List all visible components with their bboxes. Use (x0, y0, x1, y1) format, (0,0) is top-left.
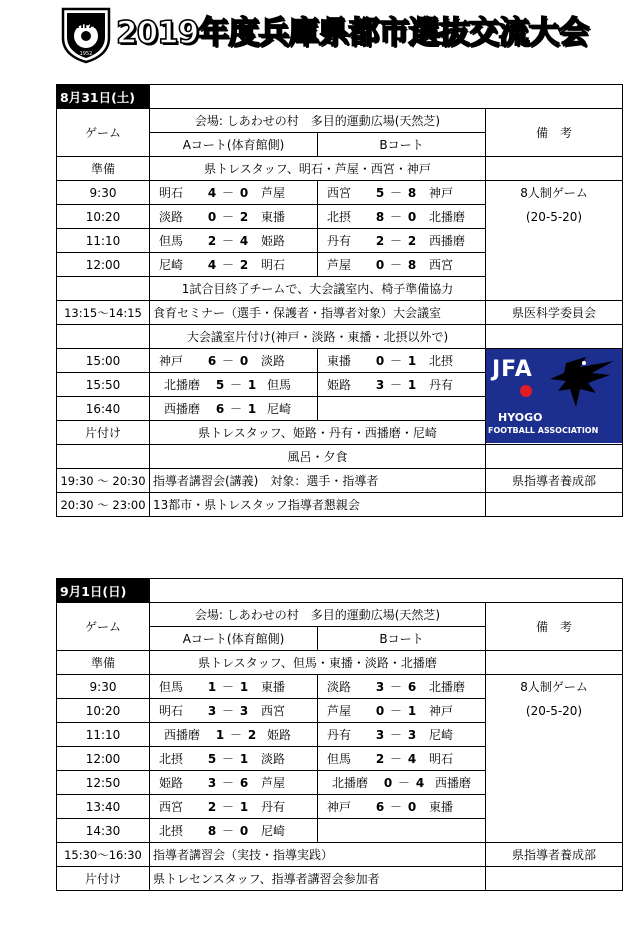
team-home: 姫路 (327, 378, 352, 392)
score-dash: － (221, 704, 234, 718)
team-away: 北播磨 (429, 210, 466, 224)
tidy-text: 県トレスタッフ、姫路・丹有・西播磨・尼崎 (150, 421, 486, 445)
tidy-label: 片付け (57, 867, 150, 891)
score-home: 8 (207, 823, 217, 838)
score-away: 0 (407, 209, 417, 224)
score-away: 0 (239, 185, 249, 200)
court-b-game (318, 771, 486, 795)
score-away: 4 (239, 233, 249, 248)
score-away: 8 (407, 185, 417, 200)
remarks-header: 備 考 (486, 109, 623, 157)
court-a-game (150, 795, 318, 819)
team-away: 丹有 (261, 800, 286, 814)
hfa-emblem-icon (60, 6, 112, 64)
team-home: 北摂 (327, 210, 352, 224)
remark: 8人制ゲーム (486, 181, 623, 205)
score-dash: － (389, 680, 402, 694)
game-time: 12:00 (57, 747, 150, 771)
game-header: ゲーム (57, 109, 150, 157)
score-home: 5 (215, 377, 225, 392)
game-time: 15:50 (57, 373, 150, 397)
team-home: 芦屋 (327, 258, 352, 272)
team-home: 北摂 (159, 752, 184, 766)
score-away: 6 (407, 679, 417, 694)
team-home: 神戸 (327, 800, 352, 814)
score-home: 0 (375, 703, 385, 718)
score-dash: － (221, 234, 234, 248)
score-home: 5 (207, 751, 217, 766)
score-home: 2 (207, 799, 217, 814)
game-row (57, 253, 623, 277)
score-home: 6 (215, 401, 225, 416)
court-b-game (318, 253, 486, 277)
score-dash: － (221, 800, 234, 814)
score-away: 1 (247, 377, 257, 392)
team-home: 但馬 (159, 234, 184, 248)
team-away: 尼崎 (267, 402, 292, 416)
team-away: 淡路 (261, 354, 286, 368)
court-b-header: Bコート (318, 133, 486, 157)
score-away: 0 (239, 823, 249, 838)
game-time: 9:30 (57, 181, 150, 205)
court-b-header: Bコート (318, 627, 486, 651)
team-home: 西宮 (327, 186, 352, 200)
game-row (57, 819, 623, 843)
team-away: 東播 (429, 800, 454, 814)
score-away: 0 (239, 353, 249, 368)
score-dash: － (221, 752, 234, 766)
score-away: 2 (239, 257, 249, 272)
score-dash: － (389, 186, 402, 200)
prep-text: 県トレスタッフ、但馬・東播・淡路・北播磨 (150, 651, 486, 675)
bath-text: 風呂・夕食 (150, 445, 486, 469)
score-away: 1 (247, 401, 257, 416)
court-b-game (318, 181, 486, 205)
remark: 8人制ゲーム (486, 675, 623, 699)
court-a-game (150, 229, 318, 253)
team-home: 明石 (159, 704, 184, 718)
score-home: 1 (207, 679, 217, 694)
tidy-text: 県トレセンスタッフ、指導者講習会参加者 (150, 867, 486, 891)
schedule-table-day2 (56, 578, 623, 891)
team-home: 淡路 (159, 210, 184, 224)
court-a-game (150, 675, 318, 699)
team-away: 神戸 (429, 704, 454, 718)
team-home: 姫路 (159, 776, 184, 790)
team-home: 丹有 (327, 234, 352, 248)
court-a-game (150, 181, 318, 205)
page-header (0, 0, 640, 68)
score-dash: － (389, 234, 402, 248)
score-away: 3 (239, 703, 249, 718)
score-away: 3 (407, 727, 417, 742)
score-home: 3 (375, 727, 385, 742)
game-time: 16:40 (57, 397, 150, 421)
team-away: 北摂 (429, 354, 454, 368)
court-a-game (150, 253, 318, 277)
schedule-table-day1 (56, 84, 623, 517)
team-away: 西播磨 (435, 776, 472, 790)
score-dash: － (397, 776, 410, 790)
court-a-game (150, 397, 318, 421)
court-b-game (318, 747, 486, 771)
score-dash: － (389, 210, 402, 224)
game-row (57, 349, 623, 373)
score-away: 6 (239, 775, 249, 790)
game-time: 10:20 (57, 205, 150, 229)
score-home: 3 (207, 775, 217, 790)
lecture-time: 15:30〜16:30 (57, 843, 150, 867)
score-dash: － (389, 354, 402, 368)
jfa-assoc-text: FOOTBALL ASSOCIATION (488, 426, 599, 435)
game-time: 12:50 (57, 771, 150, 795)
court-b-game (318, 349, 486, 373)
court-a-game (150, 747, 318, 771)
team-home: 北播磨 (163, 378, 200, 392)
team-away: 芦屋 (261, 776, 286, 790)
jfa-hyogo-text: HYOGO (498, 411, 543, 424)
score-dash: － (389, 752, 402, 766)
court-b-game (318, 229, 486, 253)
team-home: 神戸 (159, 354, 184, 368)
score-away: 4 (407, 751, 417, 766)
game-row (57, 723, 623, 747)
court-a-game (150, 699, 318, 723)
score-away: 0 (407, 799, 417, 814)
lecture-text: 指導者講習会（実技・指導実践） (150, 843, 486, 867)
game-row (57, 229, 623, 253)
date-label: 8月31日(土) (57, 85, 150, 109)
logo-year: 1952 (79, 51, 93, 57)
score-dash: － (221, 258, 234, 272)
score-dash: － (221, 210, 234, 224)
jfa-logo-text: JFA (492, 357, 533, 382)
team-away: 丹有 (429, 378, 454, 392)
logo-text: HFA (76, 21, 96, 31)
score-home: 2 (375, 751, 385, 766)
team-home: 北播磨 (331, 776, 368, 790)
score-home: 5 (375, 185, 385, 200)
lecture-remark: 県指導者養成部 (486, 843, 623, 867)
court-b-game (318, 675, 486, 699)
team-home: 芦屋 (327, 704, 352, 718)
team-away: 淡路 (261, 752, 286, 766)
team-away: 明石 (261, 258, 286, 272)
date-row (57, 579, 623, 603)
team-away: 尼崎 (261, 824, 286, 838)
team-away: 西宮 (261, 704, 286, 718)
game-time: 10:20 (57, 699, 150, 723)
score-away: 2 (247, 727, 257, 742)
party-time: 20:30 〜 23:00 (57, 493, 150, 517)
score-away: 2 (239, 209, 249, 224)
score-dash: － (221, 680, 234, 694)
court-a-header: Aコート(体育館側) (150, 133, 318, 157)
seminar-text: 食育セミナー（選手・保護者・指導者対象）大会議室 (150, 301, 486, 325)
game-time: 12:00 (57, 253, 150, 277)
score-home: 4 (207, 185, 217, 200)
court-b-game (318, 723, 486, 747)
team-home: 尼崎 (159, 258, 184, 272)
team-home: 西播磨 (163, 402, 200, 416)
score-dash: － (221, 186, 234, 200)
court-b-game (318, 819, 486, 843)
score-away: 1 (407, 703, 417, 718)
game-row (57, 675, 623, 699)
venue-header: 会場: しあわせの村 多目的運動広場(天然芝) (150, 603, 486, 627)
score-home: 6 (375, 799, 385, 814)
prep-text: 県トレスタッフ、明石・芦屋・西宮・神戸 (150, 157, 486, 181)
team-home: 丹有 (327, 728, 352, 742)
team-home: 淡路 (327, 680, 352, 694)
prep-label: 準備 (57, 651, 150, 675)
score-home: 0 (375, 257, 385, 272)
game-row (57, 795, 623, 819)
score-home: 8 (375, 209, 385, 224)
game-row (57, 205, 623, 229)
score-home: 0 (383, 775, 393, 790)
team-home: 但馬 (327, 752, 352, 766)
court-b-game (318, 795, 486, 819)
score-home: 0 (207, 209, 217, 224)
jfa-logo-cell (486, 349, 623, 445)
court-a-game (150, 819, 318, 843)
game-time: 13:40 (57, 795, 150, 819)
score-away: 1 (407, 353, 417, 368)
game-time: 11:10 (57, 229, 150, 253)
team-home: 明石 (159, 186, 184, 200)
game-header: ゲーム (57, 603, 150, 651)
court-b-game (318, 397, 486, 421)
team-home: 北摂 (159, 824, 184, 838)
score-home: 3 (207, 703, 217, 718)
team-home: 東播 (327, 354, 352, 368)
ball-icon (520, 385, 532, 397)
team-away: 東播 (261, 680, 286, 694)
seminar-time: 13:15〜14:15 (57, 301, 150, 325)
score-dash: － (221, 776, 234, 790)
team-away: 芦屋 (261, 186, 286, 200)
team-away: 明石 (429, 752, 454, 766)
score-dash: － (389, 704, 402, 718)
lecture-text: 指導者講習会(講義) 対象：選手・指導者 (150, 469, 486, 493)
date-label: 9月1日(日) (57, 579, 150, 603)
team-home: 西宮 (159, 800, 184, 814)
score-away: 1 (407, 377, 417, 392)
team-away: 神戸 (429, 186, 454, 200)
remarks-header: 備 考 (486, 603, 623, 651)
game-row (57, 771, 623, 795)
score-home: 2 (375, 233, 385, 248)
crow-icon (536, 353, 616, 411)
game-row (57, 181, 623, 205)
remark: (20-5-20) (486, 699, 623, 723)
game-time: 15:00 (57, 349, 150, 373)
court-a-game (150, 205, 318, 229)
court-b-game (318, 373, 486, 397)
score-home: 3 (375, 679, 385, 694)
court-a-game (150, 349, 318, 373)
score-dash: － (229, 378, 242, 392)
score-dash: － (389, 728, 402, 742)
court-b-game (318, 205, 486, 229)
page-title: 2019年度兵庫県都市選抜交流大会 (116, 15, 589, 51)
game-time: 9:30 (57, 675, 150, 699)
prep-label: 準備 (57, 157, 150, 181)
game-row (57, 747, 623, 771)
note-text: 1試合目終了チームで、大会議室内、椅子準備協力 (150, 277, 486, 301)
score-dash: － (221, 824, 234, 838)
score-home: 1 (215, 727, 225, 742)
game-time: 14:30 (57, 819, 150, 843)
cleanup-text: 大会議室片付け(神戸・淡路・東播・北摂以外で) (150, 325, 486, 349)
score-away: 1 (239, 799, 249, 814)
score-away: 8 (407, 257, 417, 272)
team-away: 西播磨 (429, 234, 466, 248)
score-dash: － (229, 728, 242, 742)
team-home: 西播磨 (163, 728, 200, 742)
remark: (20-5-20) (486, 205, 623, 229)
score-dash: － (389, 258, 402, 272)
team-away: 但馬 (267, 378, 292, 392)
court-a-game (150, 723, 318, 747)
score-away: 2 (407, 233, 417, 248)
court-a-game (150, 771, 318, 795)
team-away: 尼崎 (429, 728, 454, 742)
game-time: 11:10 (57, 723, 150, 747)
score-away: 1 (239, 751, 249, 766)
score-home: 4 (207, 257, 217, 272)
team-away: 東播 (261, 210, 286, 224)
lecture-time: 19:30 〜 20:30 (57, 469, 150, 493)
team-away: 西宮 (429, 258, 454, 272)
score-home: 6 (207, 353, 217, 368)
score-dash: － (221, 354, 234, 368)
score-home: 3 (375, 377, 385, 392)
team-home: 但馬 (159, 680, 184, 694)
game-row (57, 699, 623, 723)
party-text: 13都市・県トレスタッフ指導者懇親会 (150, 493, 486, 517)
jfa-hyogo-logo (486, 349, 622, 443)
court-a-game (150, 373, 318, 397)
score-dash: － (389, 378, 402, 392)
lecture-remark: 県指導者養成部 (486, 469, 623, 493)
court-a-header: Aコート(体育館側) (150, 627, 318, 651)
court-b-game (318, 699, 486, 723)
score-away: 1 (239, 679, 249, 694)
score-home: 2 (207, 233, 217, 248)
team-away: 北播磨 (429, 680, 466, 694)
team-away: 姫路 (261, 234, 286, 248)
venue-header: 会場: しあわせの村 多目的運動広場(天然芝) (150, 109, 486, 133)
tidy-label: 片付け (57, 421, 150, 445)
team-away: 姫路 (267, 728, 292, 742)
score-away: 4 (415, 775, 425, 790)
score-home: 0 (375, 353, 385, 368)
seminar-remark: 県医科学委員会 (486, 301, 623, 325)
date-row (57, 85, 623, 109)
score-dash: － (229, 402, 242, 416)
score-dash: － (389, 800, 402, 814)
